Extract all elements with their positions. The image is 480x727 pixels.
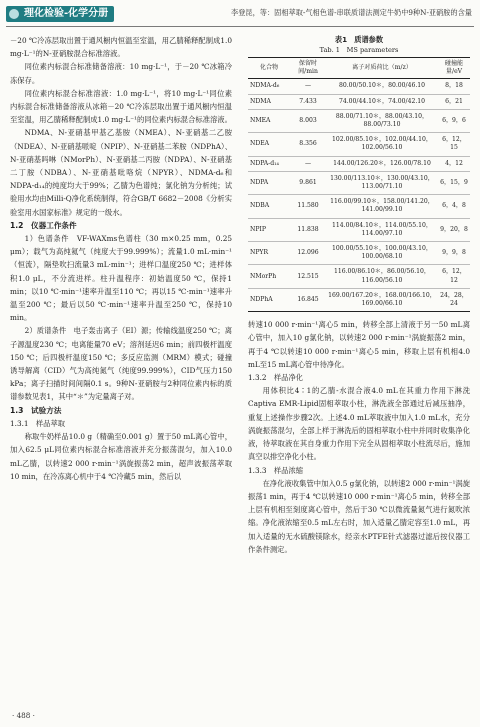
compound-cell: NPYR — [248, 242, 290, 265]
compound-cell: NDPA — [248, 171, 290, 194]
table-row — [248, 171, 470, 194]
section-heading: 1.2 仪器工作条件 — [10, 220, 77, 230]
table-row — [248, 94, 470, 109]
page-number: · 488 · — [12, 711, 35, 720]
collision-energy-cell: 6，12，12 — [438, 265, 470, 288]
ion-pairs-cell: 116.00/86.10＊，86.00/56.10，116.00/56.10 — [326, 265, 438, 288]
collision-energy-cell: 9，9，8 — [438, 242, 470, 265]
body-paragraph: 1）色谱条件 VF-WAXms色谱柱（30 m×0.25 mm，0.25 μm）；载气为高纯氦气（纯度大于99.999%）；流量1.0 mL·min⁻¹（恒流），隔垫吹扫流量3 mL·min⁻¹；进样口温度250 ℃；进样体积1.0 μL，不分流进样。柱升温程序：初始温度50 ℃，保持1 min；以10 ℃·min⁻¹速率升温至110 ℃；再以15 ℃·min⁻¹速率升温至200 ℃；最后以50 ℃·min⁻¹速率升温至250 ℃，保持10 min。 — [10, 234, 232, 323]
compound-cell: NMEA — [248, 109, 290, 132]
compound-cell: NDPhA — [248, 288, 290, 311]
col-header-ion-pairs: 离子对质荷比（m/z） — [326, 58, 438, 79]
ion-pairs-cell: 144.00/126.20＊，126.00/78.10 — [326, 156, 438, 171]
table-header-row — [248, 58, 470, 79]
collision-energy-cell: 6，21 — [438, 94, 470, 109]
body-paragraph: 2）质谱条件 电子轰击离子（EI）源；传输线温度250 ℃；离子源温度230 ℃；电离能量70 eV；溶剂延迟6 min；前四极杆温度150 ℃；后四极杆温度150 ℃；多反应监测（MRM）模式；碰撞诱导解离（CID）气为高纯氮气（纯度99.999%），CID气压力150 kPa；离子扫描时间间隔0.1 s。9种N-亚硝胺与2种同位素内标的质谱参数见表1，其中“＊”为定量离子对。 — [10, 326, 232, 402]
ion-pairs-cell: 100.00/55.10＊，100.00/43.10，100.00/68.10 — [326, 242, 438, 265]
collision-energy-cell: 4，12 — [438, 156, 470, 171]
body-paragraph: 同位素内标混合标准溶液：1.0 mg·L⁻¹，将10 mg·L⁻¹同位素内标混合标准储备溶液从冰箱－20 ℃冷冻层取出置于通风橱内恒温至室温，用乙腈稀释配制成1.0 mg·L⁻¹的同位素内标混合标准溶液。 — [10, 88, 232, 125]
ion-pairs-cell: 102.00/85.10＊，102.00/44.10，102.00/56.10 — [326, 133, 438, 156]
body-paragraph: 在净化液收集管中加入0.5 g氯化钠，以转速2 000 r·min⁻¹涡旋振荡1 min，再于4 ℃以转速10 000 r·min⁻¹离心5 min，转移全部上层有机相至刻度离心管中，然后于30 ℃以微流量氮气进行氮吹浓缩。净化液浓缩至0.5 mL左右时，加入适量乙腈定容至1.0 mL，再加入适量的无水硫酸镁除水，经亲水PTFE针式滤器过滤后按仪器工作条件测定。 — [248, 478, 470, 554]
retention-time-cell: 11.838 — [290, 218, 326, 241]
ion-pairs-cell: 130.00/113.10＊，130.00/43.10，113.00/71.10 — [326, 171, 438, 194]
body-paragraph: 称取牛奶样品10.0 g（精确至0.001 g）置于50 mL离心管中，加入62.5 μL同位素内标混合标准溶液并充分振荡混匀，加入10.0 mL乙腈，以转速2 000 r·min⁻¹涡旋振荡2 min，超声波振荡萃取10 min，在冷冻离心机中于4 ℃冷藏5 min，然后以 — [10, 432, 232, 481]
ion-pairs-cell: 114.00/84.10＊，114.00/55.10，114.00/97.10 — [326, 218, 438, 241]
table-row — [248, 265, 470, 288]
journal-logo — [6, 6, 114, 22]
retention-time-cell: 9.861 — [290, 171, 326, 194]
col-header-retention-time: 保留时间/min — [290, 58, 326, 79]
compound-cell: NDMA — [248, 94, 290, 109]
logo-mark-icon — [9, 9, 19, 19]
col-header-compound: 化合物 — [248, 58, 290, 79]
retention-time-cell: 16.845 — [290, 288, 326, 311]
table-row — [248, 195, 470, 218]
retention-time-cell: 11.580 — [290, 195, 326, 218]
retention-time-cell: 12.096 — [290, 242, 326, 265]
ion-pairs-cell: 74.00/44.10＊，74.00/42.10 — [326, 94, 438, 109]
collision-energy-cell: 9，20，8 — [438, 218, 470, 241]
subsection-heading: 1.3.3 样品浓缩 — [248, 465, 304, 475]
body-paragraph: 转速10 000 r·min⁻¹离心5 min，转移全部上清液于另一50 mL离心管中，加入10 g氯化钠，以转速2 000 r·min⁻¹涡旋振荡2 min，再于4 ℃以转速10 000 r·min⁻¹离心5 min，移取上层有机相4.0 mL至15 mL离心管中待净化。 — [248, 320, 470, 369]
body-paragraph: 同位素内标混合标准储备溶液：10 mg·L⁻¹，于－20 ℃冰箱冷冻保存。 — [10, 62, 232, 85]
journal-logo-text: 理化检验-化学分册 — [24, 8, 109, 19]
compound-cell: NDMA-d₆ — [248, 79, 290, 94]
collision-energy-cell: 6，15，9 — [438, 171, 470, 194]
left-column — [10, 34, 232, 483]
table-caption-cn: 表1 质谱参数 — [334, 35, 384, 44]
collision-energy-cell: 24，28，24 — [438, 288, 470, 311]
table-row — [248, 242, 470, 265]
subsection-heading: 1.3.2 样品净化 — [248, 373, 304, 383]
collision-energy-cell: 6，9，6 — [438, 109, 470, 132]
ion-pairs-cell: 169.00/167.20＊，168.00/166.10，169.00/66.10 — [326, 288, 438, 311]
compound-cell: NMorPh — [248, 265, 290, 288]
table-row — [248, 156, 470, 171]
ion-pairs-cell: 88.00/71.10＊，88.00/43.10，88.00/73.10 — [326, 109, 438, 132]
collision-energy-cell: 8，18 — [438, 79, 470, 94]
retention-time-cell: 8.003 — [290, 109, 326, 132]
table-body — [248, 79, 470, 312]
body-paragraph: －20 ℃冷冻层取出置于通风橱内恒温至室温，用乙腈稀释配制成1.0 mg·L⁻¹的N-亚硝胺混合标准溶液。 — [10, 36, 232, 59]
table-row — [248, 288, 470, 311]
col-header-collision-energy: 碰撞能量/eV — [438, 58, 470, 79]
ms-parameters-table — [248, 57, 470, 312]
running-title: 李登昆，等：固相萃取-气相色谱-串联质谱法测定牛奶中9种N-亚硝胺的含量 — [231, 8, 472, 17]
page-header — [0, 0, 480, 26]
collision-energy-cell: 6，12，15 — [438, 133, 470, 156]
header-rule — [6, 26, 474, 27]
collision-energy-cell: 6，4，8 — [438, 195, 470, 218]
table-caption-en: Tab. 1 MS parameters — [319, 46, 399, 54]
right-column — [248, 34, 470, 556]
compound-cell: NPIP — [248, 218, 290, 241]
subsection-heading: 1.3.1 样品萃取 — [10, 418, 66, 428]
table-row — [248, 109, 470, 132]
body-paragraph: 用体积比4∶1的乙腈-水混合液4.0 mL在其重力作用下淋洗Captiva EMR-Lipid固相萃取小柱，淋洗液全部通过后减压抽净，重复上述操作步骤2次。上述4.0 mL萃取液中加入1.0 mL水，充分涡旋振荡混匀，全部上样于淋洗后的固相萃取小柱中并同时收集净化液，待萃取液在其自身重力作用下完全从固相萃取小柱流尽后，施加真空以排空净化小柱。 — [248, 386, 470, 462]
right-text — [248, 318, 470, 556]
compound-cell: NDBA — [248, 195, 290, 218]
retention-time-cell: 7.433 — [290, 94, 326, 109]
ion-pairs-cell: 116.00/99.10＊，158.00/141.20，141.00/99.10 — [326, 195, 438, 218]
table-row — [248, 218, 470, 241]
table-row — [248, 79, 470, 94]
retention-time-cell: — — [290, 156, 326, 171]
retention-time-cell: 12.515 — [290, 265, 326, 288]
compound-cell: NDEA — [248, 133, 290, 156]
retention-time-cell: 8.356 — [290, 133, 326, 156]
compound-cell: NDPA-d₁₄ — [248, 156, 290, 171]
retention-time-cell: — — [290, 79, 326, 94]
table-row — [248, 133, 470, 156]
ion-pairs-cell: 80.00/50.10＊，80.00/46.10 — [326, 79, 438, 94]
section-heading: 1.3 试验方法 — [10, 405, 62, 415]
body-paragraph: NDMA、N-亚硝基甲基乙基胺（NMEA）、N-亚硝基二乙胺（NDEA）、N-亚硝基哌啶（NPIP）、N-亚硝基二苯胺（NDPhA）、N-亚硝基吗啉（NMorPh）、N-亚硝基二丙胺（NDPA）、N-亚硝基二丁胺（NDBA）、N-亚硝基吡咯烷（NPYR）、NDMA-d₆和NDPA-d₁₄的纯度均大于99%；乙腈为色谱纯；氯化钠为分析纯；试验用水均由Milli-Q净化系统制得，符合GB/T 6682－2008《分析实验室用水国家标准》规定的一级水。 — [10, 128, 232, 217]
